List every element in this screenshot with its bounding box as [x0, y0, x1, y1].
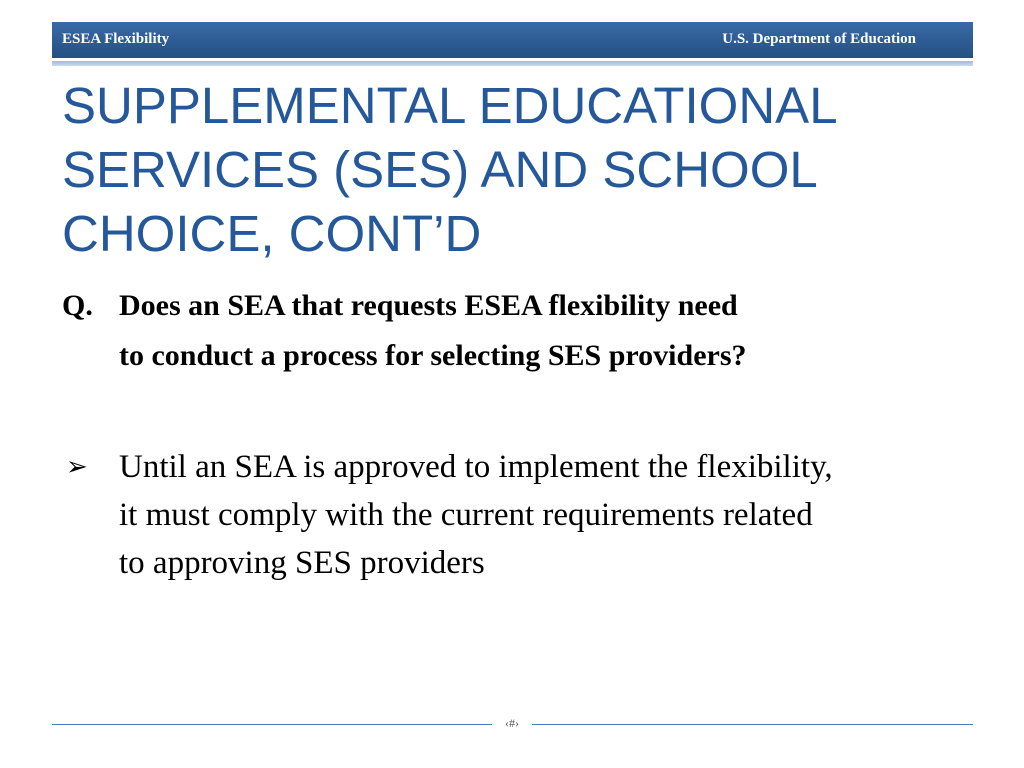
header-bar [52, 22, 973, 58]
bullet-text [119, 443, 979, 587]
slide-number: ‹#› [505, 716, 519, 730]
bullet-line-3: to approving SES providers [119, 545, 485, 581]
slide-title [62, 74, 962, 266]
header-left-label: ESEA Flexibility [62, 31, 170, 47]
arrow-bullet-icon: ➢ [66, 452, 88, 481]
question-text [119, 281, 979, 381]
header-underline [52, 61, 973, 66]
footer-rule-right [532, 724, 973, 725]
question-line-1: Does an SEA that requests ESEA flexibility need [119, 289, 738, 322]
title-line-3: CHOICE, CONT’D [62, 205, 482, 262]
bullet-line-1: Until an SEA is approved to implement the flexibility, [119, 449, 833, 485]
question-marker: Q. [62, 289, 93, 322]
question-line-2: to conduct a process for selecting SES providers? [119, 339, 747, 372]
footer-rule-left [52, 724, 492, 725]
header-right-label: U.S. Department of Education [722, 31, 916, 47]
bullet-line-2: it must comply with the current requirements related [119, 497, 813, 533]
title-line-1: SUPPLEMENTAL EDUCATIONAL [62, 77, 838, 134]
title-line-2: SERVICES (SES) AND SCHOOL [62, 141, 818, 198]
